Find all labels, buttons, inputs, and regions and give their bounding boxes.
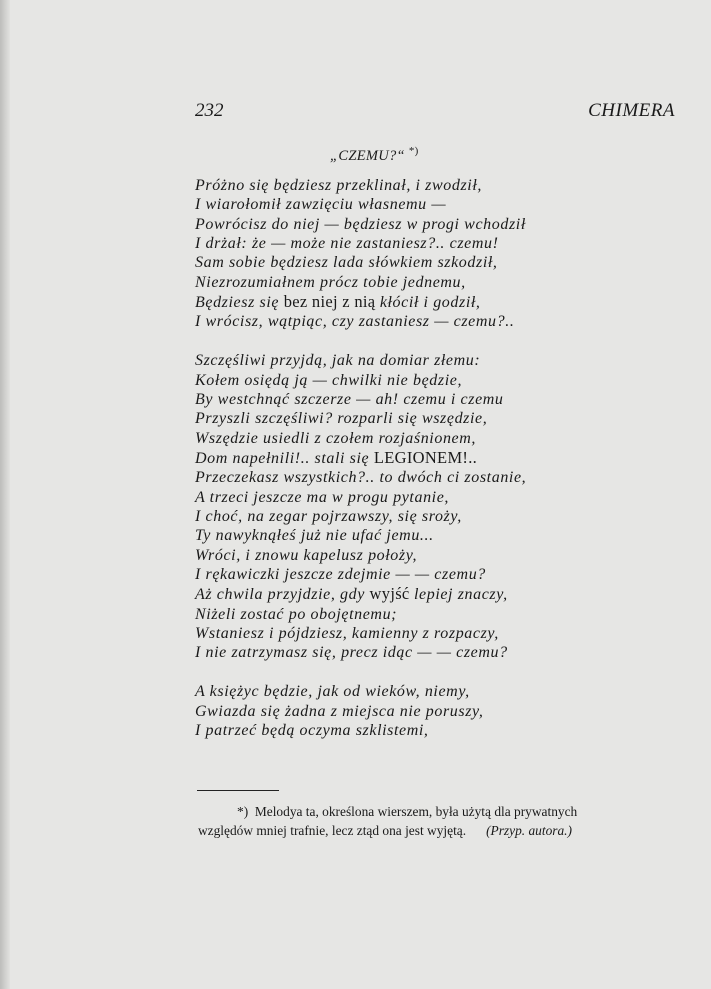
verse-line: [195, 273, 526, 292]
verse-text-italic: Będziesz się: [195, 294, 284, 312]
verse-line: [195, 643, 526, 662]
stanza: [195, 351, 526, 663]
verse-line: [195, 488, 526, 507]
verse-text-italic: I wrócisz, wątpiąc, czy zastaniesz — czemu?..: [195, 313, 515, 331]
footnote-line-2: względów mniej trafnie, lecz ztąd ona jest wyjętą.: [198, 822, 467, 838]
verse-line: [195, 546, 526, 565]
verse-text-roman: LEGIONEM!..: [373, 447, 478, 467]
verse-text-roman: bez niej z nią: [283, 292, 380, 312]
verse-text-italic: Sam sobie będziesz lada słówkiem szkodził,: [195, 254, 498, 272]
verse-text-italic: Aż chwila przyjdzie, gdy: [195, 586, 370, 604]
verse-line: [195, 565, 526, 584]
verse-line: [195, 409, 526, 428]
verse-text-italic: Niezrozumiałnem prócz tobie jednemu,: [195, 273, 466, 291]
page-number: 232: [195, 100, 224, 121]
verse-line: [195, 253, 526, 272]
footnote-attribution: (Przyp. autora.): [486, 822, 572, 838]
verse-line: [195, 605, 526, 624]
verse-text-italic: I patrzeć będą oczyma szklistemi,: [195, 721, 429, 739]
verse-line: [195, 624, 526, 643]
footnote-line-1: Melodya ta, określona wierszem, była użytą dla prywatnych: [254, 804, 578, 819]
stanza: [195, 682, 526, 740]
verse-text-italic: Gwiazda się żadna z miejsca nie poruszy,: [195, 702, 484, 720]
verse-text-italic: I wiarołomił zawzięciu własnemu —: [195, 196, 447, 214]
verse-line: [195, 390, 526, 409]
footnote-rule: [197, 790, 279, 791]
verse-text-italic: Wróci, i znowu kapelusz położy,: [195, 546, 418, 564]
verse-text-italic: Ty nawyknąłeś już nie ufać jemu...: [195, 527, 434, 545]
verse-text-italic: A księżyc będzie, jak od wieków, niemy,: [195, 683, 470, 701]
verse-text-italic: Wstaniesz i pójdziesz, kamienny z rozpaczy,: [195, 625, 499, 643]
verse-text-italic: Szczęśliwi przyjdą, jak na domiar złemu:: [195, 352, 481, 370]
verse-text-italic: Powrócisz do niej — będziesz w progi wchodził: [195, 215, 526, 233]
footnote-mark: *): [237, 804, 249, 819]
poem-title-text: „CZEMU?“: [330, 147, 405, 164]
verse-line: [195, 429, 526, 448]
verse-line: [195, 234, 526, 253]
verse-line: [195, 468, 526, 487]
verse-line: [195, 176, 526, 195]
verse-text-italic: Dom napełnili!.. stali się: [195, 449, 374, 467]
verse-text-italic: I nie zatrzymasz się, precz idąc — — czemu?: [195, 644, 508, 662]
verse-text-italic: Przeczekasz wszystkich?.. to dwóch ci zostanie,: [195, 469, 527, 487]
verse-line: [195, 215, 526, 234]
running-head: CHIMERA: [588, 100, 675, 121]
verse-text-italic: lepiej znaczy,: [413, 586, 508, 604]
verse-line: [195, 448, 526, 468]
verse-line: [195, 371, 526, 390]
verse-text-italic: Przyszli szczęśliwi? rozparli się wszędzie,: [195, 410, 488, 428]
verse-text-italic: kłócił i godził,: [379, 294, 481, 312]
verse-text-italic: I rękawiczki jeszcze zdejmie — — czemu?: [195, 566, 486, 584]
page-edge-shadow: [0, 0, 10, 989]
verse-text-italic: I choć, na zegar pojrzawszy, się sroży,: [195, 508, 462, 525]
verse-line: [195, 195, 526, 214]
verse-line: [195, 584, 526, 604]
footnote-reference: *): [408, 145, 419, 157]
verse-text-italic: A trzeci jeszcze ma w progu pytanie,: [195, 488, 450, 506]
verse-line: [195, 526, 526, 545]
verse-text-italic: Kołem osiędą ją — chwilki nie będzie,: [195, 371, 463, 389]
poem-body: [195, 176, 526, 760]
verse-line: [195, 351, 526, 370]
footnote: [198, 803, 678, 840]
verse-text-roman: wyjść: [369, 584, 414, 604]
verse-line: [195, 292, 526, 312]
verse-text-italic: Wszędzie usiedli z czołem rozjaśnionem,: [195, 429, 477, 447]
verse-text-italic: Próżno się będziesz przeklinał, i zwodził,: [195, 177, 482, 194]
poem-title: [330, 145, 419, 165]
verse-line: [195, 682, 526, 701]
verse-text-italic: By westchnąć szczerze — ah! czemu i czemu: [195, 390, 504, 408]
verse-text-italic: Niżeli zostać po obojętnemu;: [195, 605, 398, 623]
stanza: [195, 176, 526, 332]
verse-line: [195, 702, 526, 721]
verse-line: [195, 721, 526, 740]
verse-text-italic: I drżał: że — może nie zastaniesz?.. czemu!: [195, 235, 499, 253]
verse-line: [195, 507, 526, 526]
verse-line: [195, 312, 526, 331]
